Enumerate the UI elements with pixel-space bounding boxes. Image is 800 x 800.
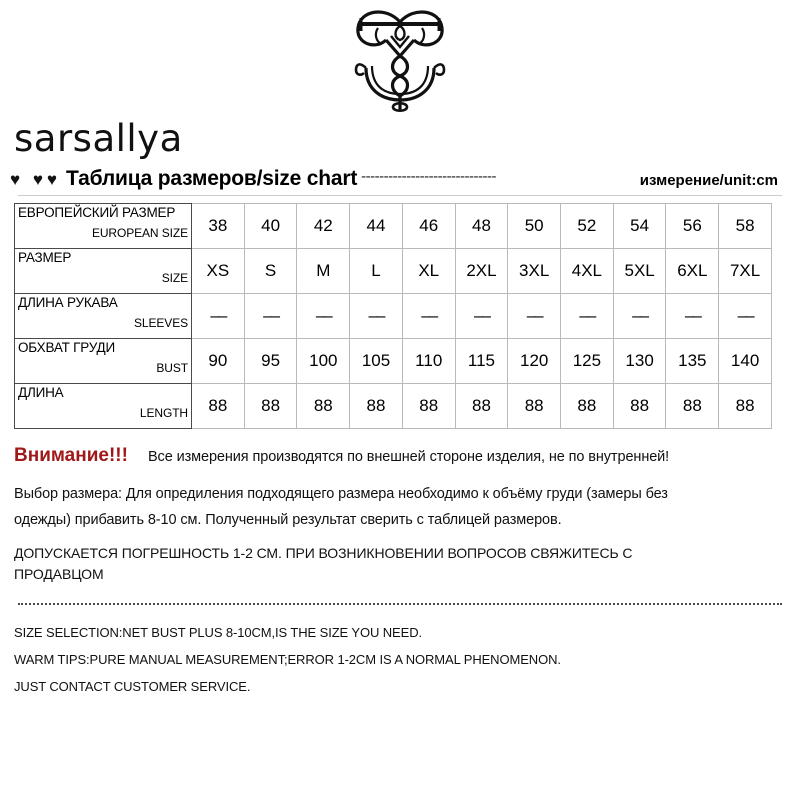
row-header-cell xyxy=(15,294,192,339)
table-cell: 88 xyxy=(192,384,245,429)
table-cell: 50 xyxy=(508,204,561,249)
table-cell: 42 xyxy=(297,204,350,249)
table-cell: –– xyxy=(613,294,666,339)
english-note-line: SIZE SELECTION:NET BUST PLUS 8-10CM,IS THE SIZE YOU NEED. xyxy=(14,625,423,640)
table-cell: 7XL xyxy=(719,249,772,294)
table-cell: 6XL xyxy=(666,249,719,294)
table-cell: 5XL xyxy=(613,249,666,294)
table-cell: 115 xyxy=(455,339,508,384)
table-cell: L xyxy=(350,249,403,294)
table-cell: 48 xyxy=(455,204,508,249)
row-header-label-ru: ОБХВАТ ГРУДИ xyxy=(18,340,116,355)
table-cell: 54 xyxy=(613,204,666,249)
row-header-cell xyxy=(15,384,192,429)
table-row xyxy=(15,384,772,429)
table-cell: 38 xyxy=(192,204,245,249)
title-dash-filler: ------------------------------ xyxy=(361,168,497,185)
attention-text: Все измерения производятся по внешней стороне изделия, не по внутренней! xyxy=(147,449,670,465)
table-cell: –– xyxy=(192,294,245,339)
table-cell: 88 xyxy=(402,384,455,429)
page-title: Таблица размеров/size chart xyxy=(66,167,358,190)
size-selection-paragraph: Выбор размера: Для опредиления подходящего размера необходимо к объёму груди (замеры без одежды) прибавить 8-10 см. Полученный результат сверить с таблицей размеров. xyxy=(14,486,668,528)
attention-line xyxy=(14,445,774,467)
tolerance-note: ДОПУСКАЕТСЯ ПОГРЕШНОСТЬ 1-2 СМ. ПРИ ВОЗНИКНОВЕНИИ ВОПРОСОВ СВЯЖИТЕСЬ С ПРОДАВЦОМ xyxy=(14,545,633,582)
table-cell: 88 xyxy=(613,384,666,429)
table-cell: 58 xyxy=(719,204,772,249)
table-cell: 2XL xyxy=(455,249,508,294)
table-cell: 105 xyxy=(350,339,403,384)
row-header-label-en: EUROPEAN SIZE xyxy=(91,226,188,240)
table-cell: 88 xyxy=(666,384,719,429)
table-cell: –– xyxy=(561,294,614,339)
bottom-divider xyxy=(18,603,782,605)
table-cell: M xyxy=(297,249,350,294)
table-cell: 46 xyxy=(402,204,455,249)
unit-label: измерение/unit:cm xyxy=(639,172,778,189)
row-header-label-ru: ЕВРОПЕЙСКИЙ РАЗМЕР xyxy=(18,205,176,220)
table-cell: 56 xyxy=(666,204,719,249)
table-cell: 88 xyxy=(508,384,561,429)
table-row xyxy=(15,204,772,249)
table-row xyxy=(15,294,772,339)
table-row xyxy=(15,249,772,294)
english-notes-section xyxy=(14,619,800,700)
table-cell: 88 xyxy=(350,384,403,429)
table-cell: 44 xyxy=(350,204,403,249)
brand-header xyxy=(0,0,800,160)
table-cell: –– xyxy=(508,294,561,339)
table-cell: –– xyxy=(350,294,403,339)
row-header-label-ru: РАЗМЕР xyxy=(18,250,72,265)
table-cell: 3XL xyxy=(508,249,561,294)
ornate-monogram-logo-icon xyxy=(320,6,480,118)
table-cell: 135 xyxy=(666,339,719,384)
size-table-body xyxy=(15,204,772,429)
table-cell: 100 xyxy=(297,339,350,384)
table-cell: XL xyxy=(402,249,455,294)
heart-icon-group: ♥ ♥♥ xyxy=(10,170,62,189)
table-cell: 110 xyxy=(402,339,455,384)
table-cell: 88 xyxy=(561,384,614,429)
table-row xyxy=(15,339,772,384)
row-header-label-ru: ДЛИНА xyxy=(18,385,64,400)
brand-name: sarsallya xyxy=(14,117,183,160)
table-cell: S xyxy=(244,249,297,294)
size-table-wrapper xyxy=(14,203,772,429)
table-cell: –– xyxy=(402,294,455,339)
row-header-label-en: SLEEVES xyxy=(134,316,188,330)
row-header-cell xyxy=(15,339,192,384)
top-divider xyxy=(18,195,782,196)
table-cell: 125 xyxy=(561,339,614,384)
table-cell: 88 xyxy=(719,384,772,429)
attention-label: Внимание!!! xyxy=(14,445,128,466)
table-cell: –– xyxy=(297,294,350,339)
table-cell: 95 xyxy=(244,339,297,384)
table-cell: 40 xyxy=(244,204,297,249)
notes-section xyxy=(14,445,774,585)
table-cell: –– xyxy=(719,294,772,339)
table-cell: 140 xyxy=(719,339,772,384)
english-note-line: WARM TIPS:PURE MANUAL MEASUREMENT;ERROR 1-2CM IS A NORMAL PHENOMENON. xyxy=(14,652,561,667)
table-cell: –– xyxy=(666,294,719,339)
table-cell: 130 xyxy=(613,339,666,384)
row-header-label-ru: ДЛИНА РУКАВА xyxy=(18,295,118,310)
table-cell: 4XL xyxy=(561,249,614,294)
table-cell: 52 xyxy=(561,204,614,249)
table-cell: 90 xyxy=(192,339,245,384)
table-cell: –– xyxy=(455,294,508,339)
table-cell: 120 xyxy=(508,339,561,384)
table-cell: 88 xyxy=(244,384,297,429)
table-cell: XS xyxy=(192,249,245,294)
english-note-line: JUST CONTACT CUSTOMER SERVICE. xyxy=(14,679,251,694)
row-header-label-en: LENGTH xyxy=(139,406,188,420)
row-header-cell xyxy=(15,204,192,249)
chart-title-row xyxy=(10,167,800,191)
row-header-cell xyxy=(15,249,192,294)
table-cell: 88 xyxy=(297,384,350,429)
row-header-label-en: BUST xyxy=(156,361,188,375)
row-header-label-en: SIZE xyxy=(161,271,188,285)
table-cell: 88 xyxy=(455,384,508,429)
size-table xyxy=(14,203,772,429)
table-cell: –– xyxy=(244,294,297,339)
